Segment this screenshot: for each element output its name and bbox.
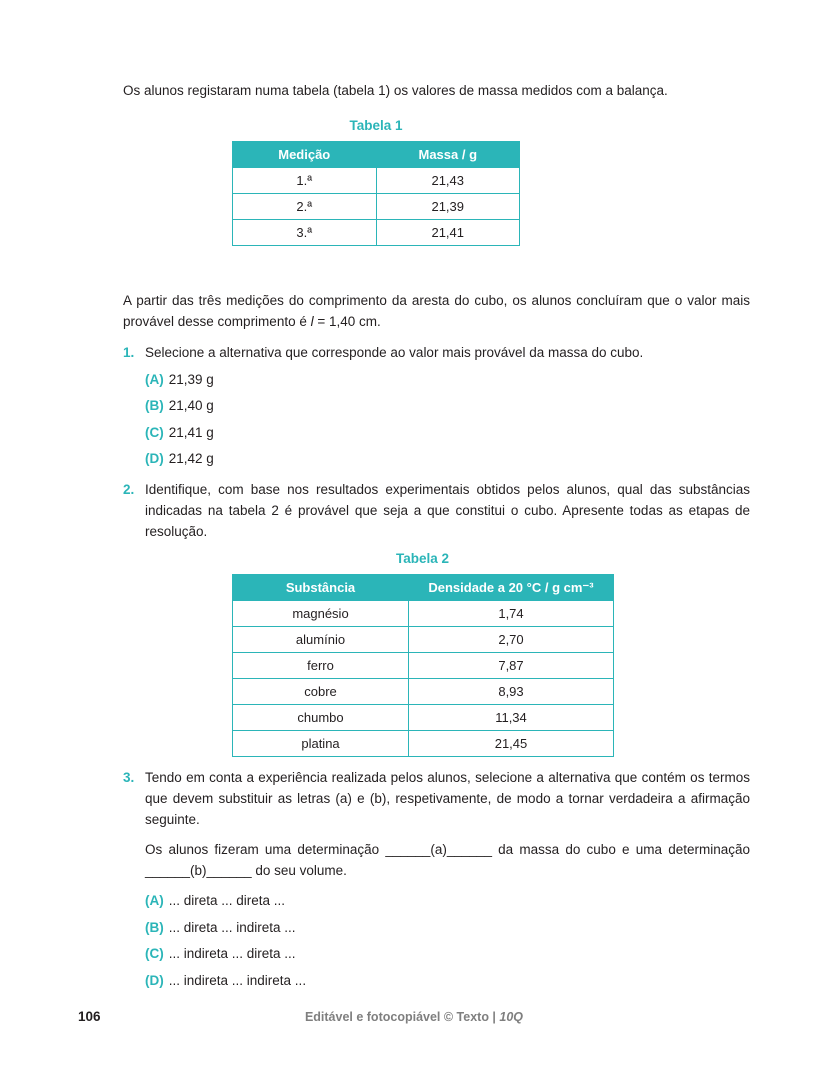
question-3 [123,767,750,830]
table-1-block [232,115,520,246]
question-3-text: Tendo em conta a experiência realizada pelos alunos, selecione a alternativa que contém os termos que devem substituir as letras (a) e (b), respetivamente, de modo a tornar verdadeira a afirmação seguinte. [145,770,750,827]
option-text: 21,39 g [168,371,214,387]
table-2-header-densidade: Densidade a 20 °C / g cm⁻³ [409,575,614,601]
page-content [123,80,750,991]
footer-edition: 10Q [499,1010,524,1024]
question-1-option-b [123,395,750,416]
table-row [233,731,614,757]
question-1-option-c [123,422,750,443]
table-1-caption: Tabela 1 [349,118,403,133]
table-row [233,601,614,627]
table-cell: 21,43 [376,168,520,194]
option-text: ... indireta ... direta ... [168,946,296,961]
table-cell: 1.ª [233,168,377,194]
table-cell: chumbo [233,705,409,731]
table-cell: magnésio [233,601,409,627]
table-cell: alumínio [233,627,409,653]
table-row [233,627,614,653]
option-letter: (B) [145,919,164,935]
question-1-number: 1. [123,345,135,360]
table-cell: 1,74 [409,601,614,627]
table-row [233,705,614,731]
table-row [233,194,520,220]
question-2-text: Identifique, com base nos resultados experimentais obtidos pelos alunos, qual das substâncias indicadas na tabela 2 é provável que seja a que constitui o cubo. Apresente todas as etapas de resolução. [145,482,750,539]
page-number: 106 [78,1009,101,1024]
table-cell: platina [233,731,409,757]
option-letter: (D) [145,972,164,988]
option-letter: (D) [145,451,164,466]
table-1-header-row [233,142,520,168]
table-1-header-medicao: Medição [233,142,377,168]
option-text: ... direta ... direta ... [168,893,286,908]
option-text: 21,40 g [168,398,214,413]
option-letter: (C) [145,946,164,961]
table-cell: 2,70 [409,627,614,653]
intro-paragraph: Os alunos registaram numa tabela (tabela 1) os valores de massa medidos com a balança. [123,83,668,98]
table-cell: 8,93 [409,679,614,705]
option-letter: (A) [145,893,164,908]
table-cell: 3.ª [233,220,377,246]
question-3-statement: Os alunos fizeram uma determinação ______(a)______ da massa do cubo e uma determinação ______(b)______ do seu volume. [145,842,750,878]
table-2-caption: Tabela 2 [395,551,450,566]
aresta-text-after: = 1,40 cm. [313,314,381,329]
question-2-number: 2. [123,482,135,497]
table-cell: 7,87 [409,653,614,679]
footer-copyright-text: Editável e fotocopiável © Texto | [304,1010,500,1024]
option-text: ... indireta ... indireta ... [168,972,307,988]
table-1-header-massa: Massa / g [376,142,520,168]
table-cell: 21,41 [376,220,520,246]
aresta-text-before: A partir das três medições do comprimento da aresta do cubo, os alunos concluíram que o valor mais provável desse comprimento é [123,293,750,329]
table-row [233,220,520,246]
table-cell: 21,39 [376,194,520,220]
aresta-paragraph [123,290,750,332]
footer-copyright [0,1007,828,1028]
table-cell: cobre [233,679,409,705]
table-cell: 21,45 [409,731,614,757]
question-3-option-b [123,917,750,938]
option-letter: (A) [145,371,164,387]
table-2-header-substancia: Substância [233,575,409,601]
table-row [233,653,614,679]
table-row [233,679,614,705]
question-3-number: 3. [123,770,135,785]
option-text: 21,42 g [168,451,214,466]
option-text: 21,41 g [168,424,214,440]
table-1 [232,141,520,246]
length-symbol: l [310,314,314,329]
option-text: ... direta ... indireta ... [168,919,296,935]
option-letter: (C) [145,424,164,440]
question-2 [123,479,750,542]
table-2 [232,574,614,757]
question-1-text: Selecione a alternativa que corresponde ao valor mais provável da massa do cubo. [145,345,644,360]
question-3-option-a [123,890,750,911]
table-2-header-row [233,575,614,601]
table-2-block [232,548,613,757]
question-3-option-c [123,943,750,964]
question-1-option-d [123,448,750,469]
question-1 [123,342,750,363]
question-3-option-d [123,970,750,991]
question-1-option-a [123,369,750,390]
table-cell: 2.ª [233,194,377,220]
table-cell: 11,34 [409,705,614,731]
table-row [233,168,520,194]
table-cell: ferro [233,653,409,679]
option-letter: (B) [145,398,164,413]
